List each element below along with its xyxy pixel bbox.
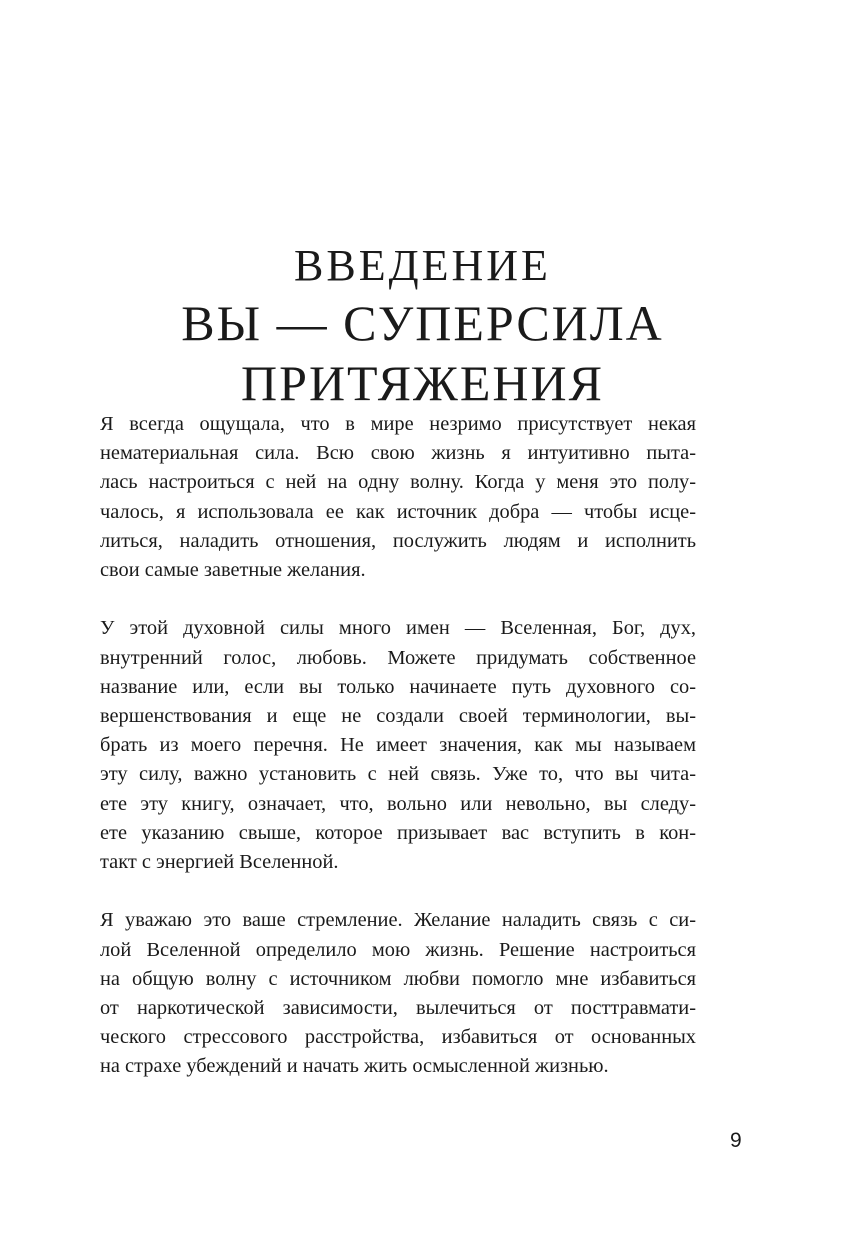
body-text (100, 410, 696, 1111)
text-line: на страхе убеждений и начать жить осмысленной жизнью. (100, 1055, 609, 1078)
text-line: чалось, я использовала ее как источник добра — чтобы исце- (100, 500, 696, 523)
text-line: литься, наладить отношения, послужить людям и исполнить (100, 529, 696, 552)
paragraph-1 (100, 410, 696, 585)
text-line: Я всегда ощущала, что в мире незримо присутствует некая (100, 413, 696, 435)
text-line: эту силу, важно установить с ней связь. Уже то, что вы чита- (100, 763, 696, 786)
text-line: такт с энергией Вселенной. (100, 851, 339, 874)
text-line: ете указанию свыше, которое призывает вас вступить в кон- (100, 821, 696, 844)
text-line: ческого стрессового расстройства, избавиться от основанных (100, 1026, 696, 1049)
chapter-heading (0, 239, 845, 413)
text-line: брать из моего перечня. Не имеет значения, как мы называем (100, 734, 696, 757)
paragraph-3 (100, 906, 696, 1081)
text-line: внутренний голос, любовь. Можете придумать собственное (100, 646, 696, 669)
page-number: 9 (730, 1129, 742, 1152)
text-line: свои самые заветные желания. (100, 559, 366, 582)
text-line: нематериальная сила. Всю свою жизнь я интуитивно пыта- (100, 442, 696, 465)
text-line: вершенствования и еще не создали своей терминологии, вы- (100, 705, 696, 728)
text-line: на общую волну с источником любви помогло мне избавиться (100, 967, 696, 990)
text-line: Я уважаю это ваше стремление. Желание наладить связь с си- (100, 909, 696, 932)
chapter-label: ВВЕДЕНИЕ (294, 241, 551, 291)
chapter-title-line-2: ПРИТЯЖЕНИЯ (241, 355, 604, 412)
paragraph-2 (100, 614, 696, 877)
text-line: лой Вселенной определило мою жизнь. Решение настроиться (100, 938, 696, 961)
text-line: ете эту книгу, означает, что, вольно или невольно, вы следу- (100, 792, 696, 815)
text-line: от наркотической зависимости, вылечиться от посттравмати- (100, 997, 696, 1020)
text-line: лась настроиться с ней на одну волну. Когда у меня это полу- (100, 471, 696, 494)
text-line: У этой духовной силы много имен — Вселенная, Бог, дух, (100, 617, 696, 640)
text-line: название или, если вы только начинаете путь духовного со- (100, 675, 696, 698)
chapter-title-line-1: ВЫ — СУПЕРСИЛА (181, 295, 664, 352)
